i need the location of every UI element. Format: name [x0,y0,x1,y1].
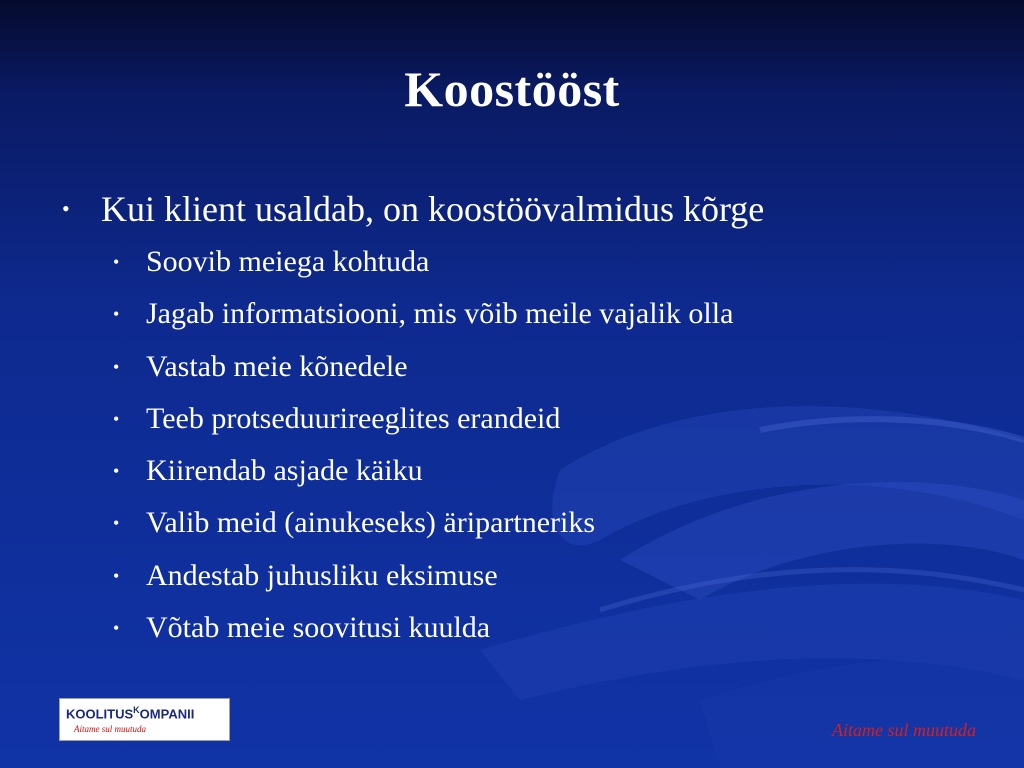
sub-bullet-item [0,556,1000,608]
sub-bullet-text: Kiirendab asjade käiku [146,454,423,488]
sub-bullet-item [0,503,1000,555]
bullet-symbol: • [113,513,120,534]
logo-wordmark [66,705,194,721]
sub-bullet-text: Jagab informatsiooni, mis võib meile vajalik olla [146,297,734,331]
sub-bullet-text: Soovib meiega kohtuda [146,245,430,278]
logo-tagline: Aitame sul muutuda [74,724,146,734]
bullet-symbol: • [113,618,120,639]
logo-word-sup: K [133,705,140,715]
logo-word-tail: OMPANII [139,706,195,722]
bullet-symbol: • [62,196,70,221]
sub-bullet-item [0,399,1000,451]
sub-bullet-item [0,451,1000,503]
slide-title: Koostööst [404,61,620,117]
sub-bullet-item [0,347,1000,399]
bullet-symbol: • [113,408,120,429]
bullet-symbol: • [113,304,120,325]
sub-bullet-text: Teeb protseduurireeglites erandeid [146,401,561,435]
logo-word-main: KOOLITUS [66,706,134,722]
bullet-text: Kui klient usaldab, on koostöövalmidus kõrge [101,189,765,229]
sub-bullet-item [0,608,1000,660]
sub-bullet-item [0,242,1000,294]
bullet-list [0,186,1000,660]
bullet-symbol: • [113,461,120,482]
bullet-symbol: • [113,356,120,377]
sub-bullet-text: Võtab meie soovitusi kuulda [146,611,491,645]
sub-bullet-text: Valib meid (ainukeseks) äripartneriks [146,506,596,540]
footer-tagline: Aitame sul muutuda [832,720,976,740]
bullet-item-main [0,186,1000,242]
company-logo [59,698,230,741]
sub-bullet-text: Vastab meie kõnedele [146,349,408,383]
sub-bullet-text: Andestab juhusliku eksimuse [146,558,498,592]
bullet-symbol: • [113,252,120,272]
bullet-symbol: • [113,565,120,586]
sub-bullet-item [0,294,1000,346]
